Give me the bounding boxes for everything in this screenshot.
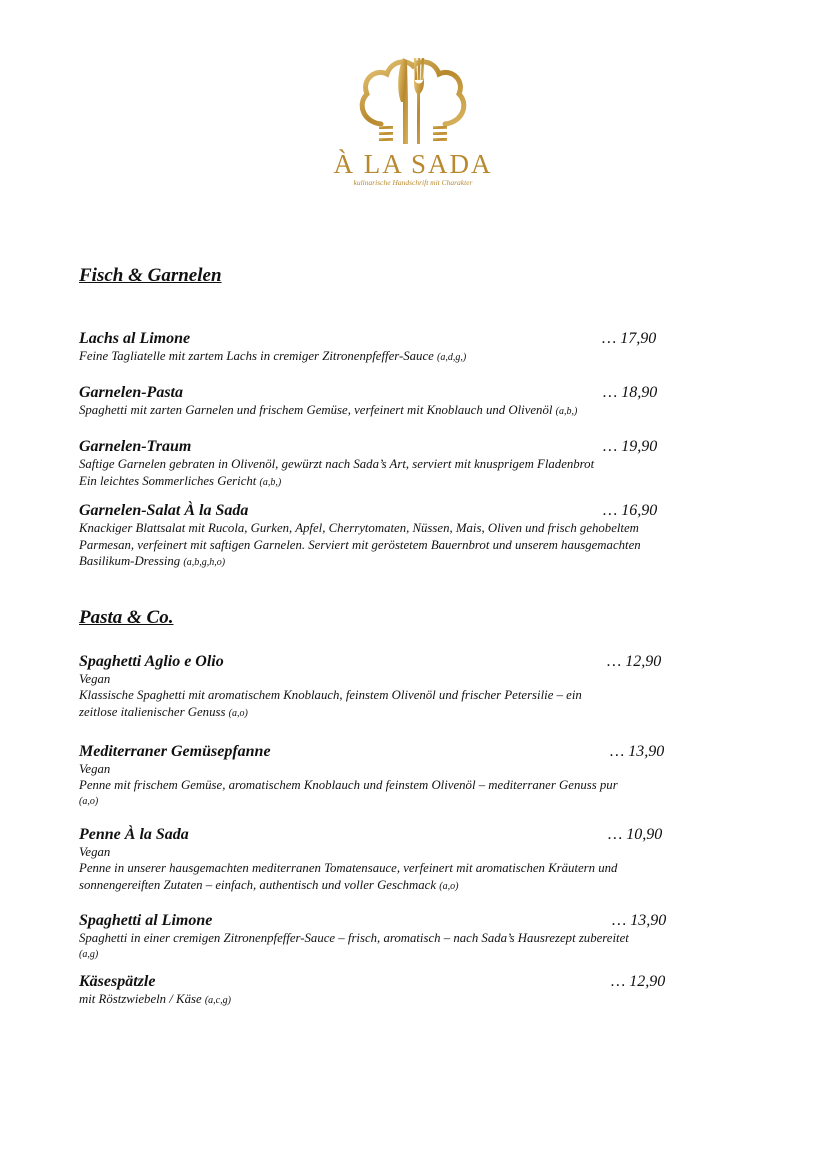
item-price: … 19,90 — [603, 438, 658, 455]
item-price: … 12,90 — [607, 653, 662, 670]
menu-item — [79, 383, 694, 421]
menu-item — [79, 652, 694, 722]
item-description: mit Röstzwiebeln / Käse (a,c,g) — [79, 992, 231, 1006]
menu-item — [79, 911, 694, 961]
item-allergens: (a,o) — [439, 880, 459, 892]
item-description: Klassische Spaghetti mit aromatischem Knoblauch, feinstem Olivenöl und frischer Petersilie – ein — [79, 688, 582, 702]
item-description: Basilikum-Dressing (a,b,g,h,o) — [79, 554, 226, 568]
item-name: Mediterraner Gemüsepfanne — [79, 743, 271, 760]
item-price: … 18,90 — [603, 384, 658, 401]
section-title-pasta-co: Pasta & Co. — [79, 607, 174, 628]
vegan-tag: Vegan — [79, 672, 111, 686]
item-description: Saftige Garnelen gebraten in Olivenöl, gewürzt nach Sada’s Art, serviert mit knusprigem Fladenbrot — [79, 457, 595, 471]
item-price: … 17,90 — [602, 330, 657, 347]
item-description: Spaghetti in einer cremigen Zitronenpfeffer-Sauce – frisch, aromatisch – nach Sada’s Hausrezept zubereitet — [79, 931, 629, 945]
brand-logo — [330, 52, 496, 202]
item-name: Lachs al Limone — [79, 330, 191, 347]
item-description — [79, 947, 694, 961]
cutlery-chef-hat-logo-icon — [353, 52, 473, 148]
item-name: Garnelen-Traum — [79, 438, 192, 455]
item-allergens: (a,c,g) — [204, 995, 231, 1006]
item-description: Parmesan, verfeinert mit saftigen Garnelen. Serviert mit geröstetem Bauernbrot und unserem hausgemachten — [79, 537, 641, 552]
item-description: Ein leichtes Sommerliches Gericht (a,b,) — [79, 473, 282, 488]
item-allergens: (a,o) — [79, 795, 99, 807]
item-price: … 12,90 — [611, 973, 666, 990]
item-allergens: (a,g) — [79, 948, 99, 960]
item-description: Penne in unserer hausgemachten mediterranen Tomatensauce, verfeinert mit aromatischen Kräutern und — [79, 861, 618, 875]
item-description: Knackiger Blattsalat mit Rucola, Gurken, Apfel, Cherrytomaten, Nüssen, Mais, Oliven und frisch gehobeltem — [79, 521, 639, 535]
item-description: Spaghetti mit zarten Garnelen und frischem Gemüse, verfeinert mit Knoblauch und Olivenöl (a,b,) — [79, 403, 578, 417]
item-description: zeitlose italienischer Genuss (a,o) — [79, 704, 248, 719]
menu-item — [79, 437, 694, 491]
menu-item — [79, 972, 694, 1010]
item-description: sonnengereiften Zutaten – einfach, authentisch und voller Geschmack (a,o) — [79, 877, 459, 892]
brand-tagline: kulinarische Handschrift mit Charakter — [353, 178, 473, 187]
vegan-tag: Vegan — [79, 762, 111, 776]
item-price: … 13,90 — [612, 912, 667, 929]
section-title-fisch-garnelen: Fisch & Garnelen — [79, 265, 222, 286]
item-allergens: (a,b,) — [555, 406, 578, 417]
vegan-tag: Vegan — [79, 845, 111, 859]
item-allergens: (a,b,g,h,o) — [183, 557, 226, 568]
item-allergens: (a,o) — [228, 707, 248, 719]
item-price: … 16,90 — [603, 502, 658, 519]
item-description — [79, 794, 694, 808]
item-description: Penne mit frischem Gemüse, aromatischem Knoblauch und feinstem Olivenöl – mediterraner Genuss pur — [79, 778, 618, 792]
item-name: Spaghetti al Limone — [79, 912, 213, 929]
menu-item — [79, 825, 694, 895]
item-allergens: (a,d,g,) — [437, 352, 467, 363]
item-name: Garnelen-Salat À la Sada — [79, 502, 249, 519]
item-description: Feine Tagliatelle mit zartem Lachs in cremiger Zitronenpfeffer-Sauce (a,d,g,) — [79, 349, 467, 363]
brand-name: À LA SADA — [333, 149, 493, 179]
item-price: … 10,90 — [608, 826, 663, 843]
item-allergens: (a,b,) — [259, 476, 282, 488]
menu-item — [79, 329, 694, 367]
item-name: Garnelen-Pasta — [79, 384, 183, 401]
item-price: … 13,90 — [610, 743, 665, 760]
item-name: Spaghetti Aglio e Olio — [79, 653, 224, 670]
item-name: Penne À la Sada — [79, 826, 189, 843]
menu-item — [79, 501, 694, 572]
item-name: Käsespätzle — [79, 973, 156, 990]
menu-item — [79, 742, 694, 808]
